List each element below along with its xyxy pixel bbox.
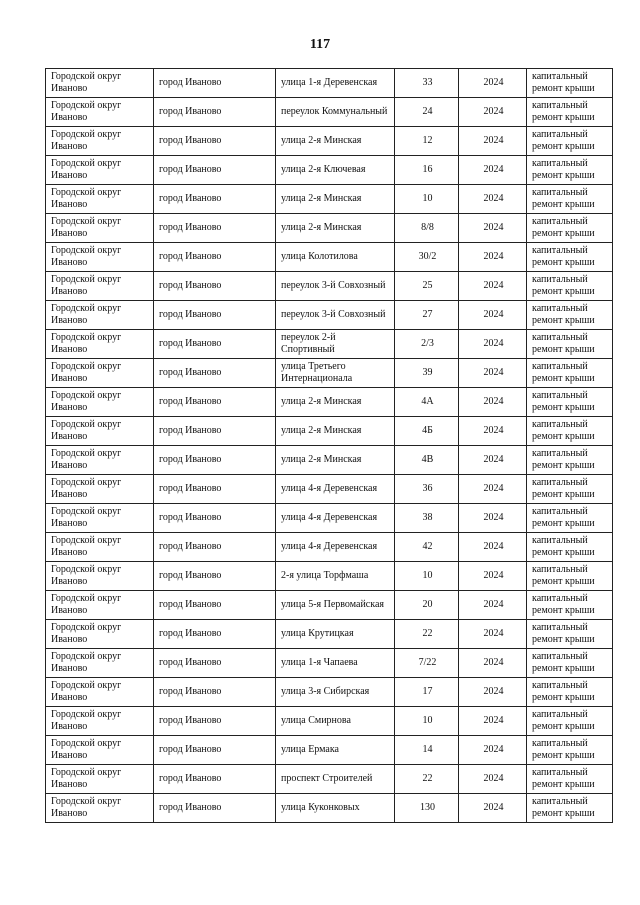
street-cell: улица Смирнова	[276, 707, 395, 736]
street-cell: улица 1-я Чапаева	[276, 649, 395, 678]
street-cell: улица 1-я Деревенская	[276, 69, 395, 98]
city-cell: город Иваново	[154, 707, 276, 736]
house-number-cell: 4В	[395, 446, 459, 475]
year-cell: 2024	[459, 620, 527, 649]
city-cell: город Иваново	[154, 678, 276, 707]
table-row	[46, 156, 613, 185]
city-cell: город Иваново	[154, 330, 276, 359]
table-row	[46, 678, 613, 707]
year-cell: 2024	[459, 562, 527, 591]
district-cell: Городской округ Иваново	[46, 678, 154, 707]
table-row	[46, 707, 613, 736]
year-cell: 2024	[459, 243, 527, 272]
table-row	[46, 272, 613, 301]
city-cell: город Иваново	[154, 388, 276, 417]
city-cell: город Иваново	[154, 214, 276, 243]
year-cell: 2024	[459, 707, 527, 736]
district-cell: Городской округ Иваново	[46, 591, 154, 620]
house-number-cell: 39	[395, 359, 459, 388]
city-cell: город Иваново	[154, 446, 276, 475]
table-row	[46, 388, 613, 417]
year-cell: 2024	[459, 330, 527, 359]
district-cell: Городской округ Иваново	[46, 504, 154, 533]
street-cell: улица 2-я Минская	[276, 417, 395, 446]
street-cell: улица Ермака	[276, 736, 395, 765]
district-cell: Городской округ Иваново	[46, 533, 154, 562]
city-cell: город Иваново	[154, 504, 276, 533]
house-number-cell: 16	[395, 156, 459, 185]
work-type-cell: капитальный ремонт крыши	[527, 504, 613, 533]
street-cell: улица 3-я Сибирская	[276, 678, 395, 707]
table-row	[46, 185, 613, 214]
page-number: 117	[309, 37, 331, 52]
year-cell: 2024	[459, 359, 527, 388]
district-cell: Городской округ Иваново	[46, 446, 154, 475]
year-cell: 2024	[459, 214, 527, 243]
table-row	[46, 591, 613, 620]
work-type-cell: капитальный ремонт крыши	[527, 533, 613, 562]
city-cell: город Иваново	[154, 620, 276, 649]
street-cell: улица 2-я Минская	[276, 446, 395, 475]
table-row	[46, 359, 613, 388]
city-cell: город Иваново	[154, 649, 276, 678]
house-number-cell: 17	[395, 678, 459, 707]
city-cell: город Иваново	[154, 765, 276, 794]
registry-table-body	[46, 69, 613, 823]
table-row	[46, 504, 613, 533]
work-type-cell: капитальный ремонт крыши	[527, 214, 613, 243]
work-type-cell: капитальный ремонт крыши	[527, 678, 613, 707]
street-cell: переулок 3-й Совхозный	[276, 301, 395, 330]
street-cell: улица 4-я Деревенская	[276, 533, 395, 562]
work-type-cell: капитальный ремонт крыши	[527, 98, 613, 127]
work-type-cell: капитальный ремонт крыши	[527, 417, 613, 446]
district-cell: Городской округ Иваново	[46, 707, 154, 736]
street-cell: переулок 2-й Спортивный	[276, 330, 395, 359]
district-cell: Городской округ Иваново	[46, 794, 154, 823]
house-number-cell: 20	[395, 591, 459, 620]
district-cell: Городской округ Иваново	[46, 620, 154, 649]
table-row	[46, 301, 613, 330]
city-cell: город Иваново	[154, 127, 276, 156]
house-number-cell: 10	[395, 562, 459, 591]
table-row	[46, 243, 613, 272]
district-cell: Городской округ Иваново	[46, 649, 154, 678]
work-type-cell: капитальный ремонт крыши	[527, 736, 613, 765]
city-cell: город Иваново	[154, 301, 276, 330]
street-cell: улица 2-я Минская	[276, 388, 395, 417]
district-cell: Городской округ Иваново	[46, 69, 154, 98]
work-type-cell: капитальный ремонт крыши	[527, 794, 613, 823]
repair-registry-table	[45, 68, 613, 823]
city-cell: город Иваново	[154, 591, 276, 620]
year-cell: 2024	[459, 417, 527, 446]
house-number-cell: 27	[395, 301, 459, 330]
house-number-cell: 2/3	[395, 330, 459, 359]
street-cell: переулок Коммунальный	[276, 98, 395, 127]
work-type-cell: капитальный ремонт крыши	[527, 301, 613, 330]
district-cell: Городской округ Иваново	[46, 243, 154, 272]
street-cell: улица 4-я Деревенская	[276, 475, 395, 504]
year-cell: 2024	[459, 678, 527, 707]
house-number-cell: 4Б	[395, 417, 459, 446]
work-type-cell: капитальный ремонт крыши	[527, 591, 613, 620]
district-cell: Городской округ Иваново	[46, 765, 154, 794]
house-number-cell: 10	[395, 707, 459, 736]
district-cell: Городской округ Иваново	[46, 98, 154, 127]
table-row	[46, 649, 613, 678]
city-cell: город Иваново	[154, 156, 276, 185]
work-type-cell: капитальный ремонт крыши	[527, 185, 613, 214]
district-cell: Городской округ Иваново	[46, 562, 154, 591]
city-cell: город Иваново	[154, 69, 276, 98]
street-cell: переулок 3-й Совхозный	[276, 272, 395, 301]
work-type-cell: капитальный ремонт крыши	[527, 707, 613, 736]
house-number-cell: 8/8	[395, 214, 459, 243]
house-number-cell: 25	[395, 272, 459, 301]
year-cell: 2024	[459, 765, 527, 794]
work-type-cell: капитальный ремонт крыши	[527, 359, 613, 388]
street-cell: улица 2-я Ключевая	[276, 156, 395, 185]
street-cell: проспект Строителей	[276, 765, 395, 794]
work-type-cell: капитальный ремонт крыши	[527, 388, 613, 417]
year-cell: 2024	[459, 127, 527, 156]
work-type-cell: капитальный ремонт крыши	[527, 127, 613, 156]
house-number-cell: 22	[395, 620, 459, 649]
street-cell: 2-я улица Торфмаша	[276, 562, 395, 591]
table-row	[46, 620, 613, 649]
year-cell: 2024	[459, 156, 527, 185]
street-cell: улица Куконковых	[276, 794, 395, 823]
year-cell: 2024	[459, 446, 527, 475]
city-cell: город Иваново	[154, 417, 276, 446]
year-cell: 2024	[459, 301, 527, 330]
city-cell: город Иваново	[154, 533, 276, 562]
house-number-cell: 33	[395, 69, 459, 98]
city-cell: город Иваново	[154, 736, 276, 765]
year-cell: 2024	[459, 388, 527, 417]
street-cell: улица 2-я Минская	[276, 185, 395, 214]
table-row	[46, 533, 613, 562]
table-row	[46, 765, 613, 794]
table-row	[46, 736, 613, 765]
work-type-cell: капитальный ремонт крыши	[527, 69, 613, 98]
district-cell: Городской округ Иваново	[46, 301, 154, 330]
house-number-cell: 4А	[395, 388, 459, 417]
district-cell: Городской округ Иваново	[46, 359, 154, 388]
year-cell: 2024	[459, 272, 527, 301]
year-cell: 2024	[459, 504, 527, 533]
house-number-cell: 14	[395, 736, 459, 765]
table-row	[46, 330, 613, 359]
house-number-cell: 130	[395, 794, 459, 823]
district-cell: Городской округ Иваново	[46, 127, 154, 156]
house-number-cell: 22	[395, 765, 459, 794]
street-cell: улица Третьего Интернационала	[276, 359, 395, 388]
table-row	[46, 98, 613, 127]
year-cell: 2024	[459, 533, 527, 562]
house-number-cell: 10	[395, 185, 459, 214]
city-cell: город Иваново	[154, 98, 276, 127]
district-cell: Городской округ Иваново	[46, 388, 154, 417]
house-number-cell: 30/2	[395, 243, 459, 272]
table-row	[46, 446, 613, 475]
work-type-cell: капитальный ремонт крыши	[527, 272, 613, 301]
year-cell: 2024	[459, 185, 527, 214]
street-cell: улица 5-я Первомайская	[276, 591, 395, 620]
house-number-cell: 36	[395, 475, 459, 504]
work-type-cell: капитальный ремонт крыши	[527, 446, 613, 475]
work-type-cell: капитальный ремонт крыши	[527, 243, 613, 272]
house-number-cell: 38	[395, 504, 459, 533]
house-number-cell: 12	[395, 127, 459, 156]
city-cell: город Иваново	[154, 272, 276, 301]
city-cell: город Иваново	[154, 562, 276, 591]
street-cell: улица Крутицкая	[276, 620, 395, 649]
work-type-cell: капитальный ремонт крыши	[527, 475, 613, 504]
year-cell: 2024	[459, 591, 527, 620]
work-type-cell: капитальный ремонт крыши	[527, 620, 613, 649]
street-cell: улица Колотилова	[276, 243, 395, 272]
house-number-cell: 7/22	[395, 649, 459, 678]
work-type-cell: капитальный ремонт крыши	[527, 156, 613, 185]
work-type-cell: капитальный ремонт крыши	[527, 765, 613, 794]
street-cell: улица 2-я Минская	[276, 214, 395, 243]
city-cell: город Иваново	[154, 794, 276, 823]
street-cell: улица 4-я Деревенская	[276, 504, 395, 533]
table-row	[46, 794, 613, 823]
year-cell: 2024	[459, 736, 527, 765]
table-row	[46, 69, 613, 98]
district-cell: Городской округ Иваново	[46, 417, 154, 446]
street-cell: улица 2-я Минская	[276, 127, 395, 156]
city-cell: город Иваново	[154, 475, 276, 504]
district-cell: Городской округ Иваново	[46, 214, 154, 243]
house-number-cell: 24	[395, 98, 459, 127]
work-type-cell: капитальный ремонт крыши	[527, 649, 613, 678]
work-type-cell: капитальный ремонт крыши	[527, 330, 613, 359]
year-cell: 2024	[459, 98, 527, 127]
year-cell: 2024	[459, 649, 527, 678]
year-cell: 2024	[459, 69, 527, 98]
city-cell: город Иваново	[154, 243, 276, 272]
table-row	[46, 475, 613, 504]
table-row	[46, 214, 613, 243]
district-cell: Городской округ Иваново	[46, 330, 154, 359]
city-cell: город Иваново	[154, 359, 276, 388]
district-cell: Городской округ Иваново	[46, 736, 154, 765]
district-cell: Городской округ Иваново	[46, 185, 154, 214]
table-row	[46, 417, 613, 446]
district-cell: Городской округ Иваново	[46, 156, 154, 185]
year-cell: 2024	[459, 475, 527, 504]
house-number-cell: 42	[395, 533, 459, 562]
table-row	[46, 127, 613, 156]
district-cell: Городской округ Иваново	[46, 272, 154, 301]
district-cell: Городской округ Иваново	[46, 475, 154, 504]
table-row	[46, 562, 613, 591]
city-cell: город Иваново	[154, 185, 276, 214]
year-cell: 2024	[459, 794, 527, 823]
work-type-cell: капитальный ремонт крыши	[527, 562, 613, 591]
